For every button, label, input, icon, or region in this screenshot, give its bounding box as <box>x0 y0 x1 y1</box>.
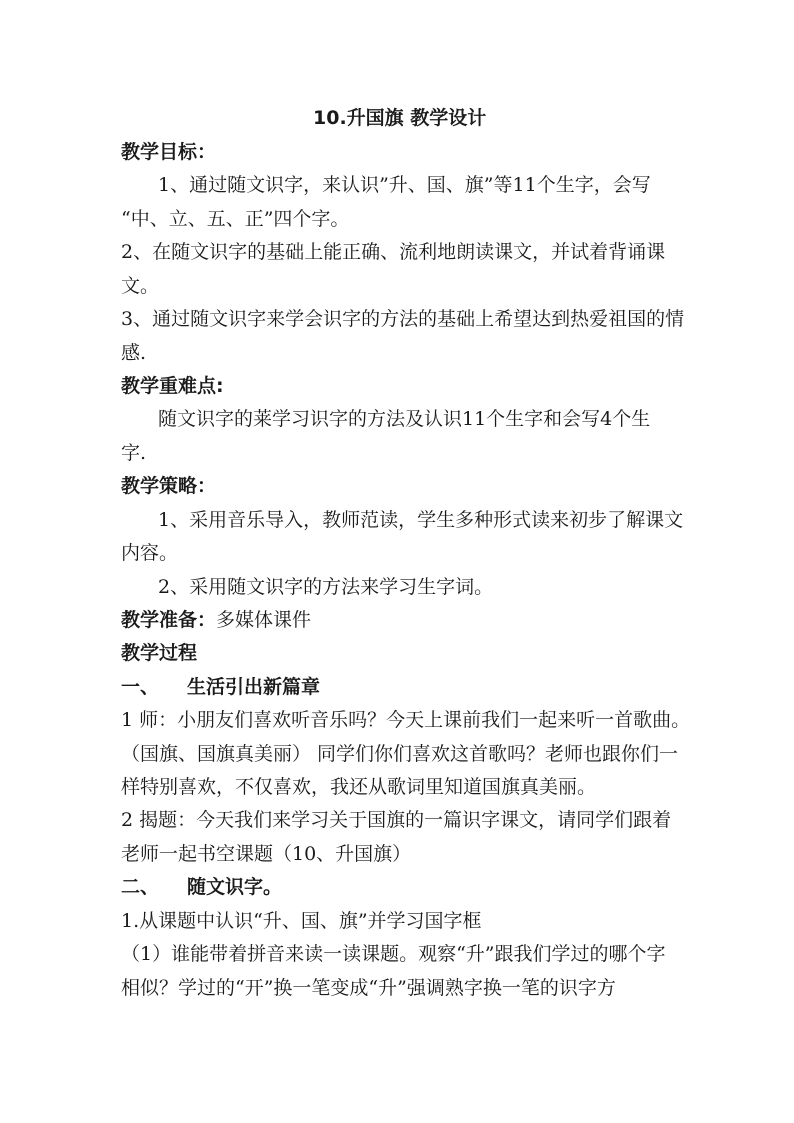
section-1-number: 一、 <box>121 676 160 698</box>
section-1-para-1-line-2: （国旗、国旗真美丽） 同学们你们喜欢这首歌吗？老师也跟你们一 <box>121 743 679 765</box>
key-points-heading: 教学重难点: <box>121 375 224 397</box>
prep-value: 多媒体课件 <box>216 609 312 631</box>
section-2-subheading-1: 1.从课题中认识“升、国、旗”并学习国字框 <box>121 910 482 932</box>
prep-label: 教学准备： <box>121 609 217 631</box>
section-2-para-1-line-1: （1）谁能带着拼音来读一读课题。观察“升”跟我们学过的哪个字 <box>121 943 666 965</box>
goal-2-line-2: 文。 <box>121 275 160 297</box>
goal-1-line-2: “中、立、五、正”四个字。 <box>121 208 350 230</box>
strategy-2-line-1: 2、采用随文识字的方法来学习生字词。 <box>158 576 494 598</box>
document-title: 10.升国旗 教学设计 <box>313 107 487 129</box>
section-1-para-1-line-3: 样特别喜欢，不仅喜欢，我还从歌词里知道国旗真美丽。 <box>121 776 597 798</box>
goal-3-line-1: 3、通过随文识字来学会识字的方法的基础上希望达到热爱祖国的情 <box>121 308 685 330</box>
section-1-para-2-line-1: 2 揭题：今天我们来学习关于国旗的一篇识字课文，请同学们跟着 <box>121 809 672 831</box>
prep-line <box>121 608 311 632</box>
strategy-1-line-2: 内容。 <box>121 542 179 564</box>
key-points-line-1: 随文识字的莱学习识字的方法及认识11个生字和会写4个生 <box>158 408 651 430</box>
section-1-title: 生活引出新篇章 <box>187 676 321 698</box>
section-1-heading <box>121 675 320 699</box>
section-1-para-2-line-2: 老师一起书空课题（10、升国旗） <box>121 843 412 865</box>
section-2-title: 随文识字。 <box>187 876 283 898</box>
key-points-line-2: 字. <box>121 442 147 464</box>
goal-2-line-1: 2、在随文识字的基础上能正确、流利地朗读课文，并试着背诵课 <box>121 241 666 263</box>
section-2-heading <box>121 875 282 899</box>
section-1-para-1-line-1: 1 师：小朋友们喜欢听音乐吗？今天上课前我们一起来听一首歌曲。 <box>121 709 691 731</box>
goals-heading: 教学目标： <box>121 141 217 163</box>
section-2-number: 二、 <box>121 876 160 898</box>
section-2-para-1-line-2: 相似？学过的“开”换一笔变成“升”强调熟字换一笔的识字方 <box>121 977 616 999</box>
strategy-heading: 教学策略： <box>121 475 217 497</box>
goal-1-line-1: 1、通过随文识字，来认识”升、国、旗”等11个生字，会写 <box>158 174 651 196</box>
process-heading: 教学过程 <box>121 642 198 664</box>
goal-3-line-2: 感. <box>121 342 147 364</box>
strategy-1-line-1: 1、采用音乐导入，教师范读，学生多种形式读来初步了解课文 <box>158 509 684 531</box>
